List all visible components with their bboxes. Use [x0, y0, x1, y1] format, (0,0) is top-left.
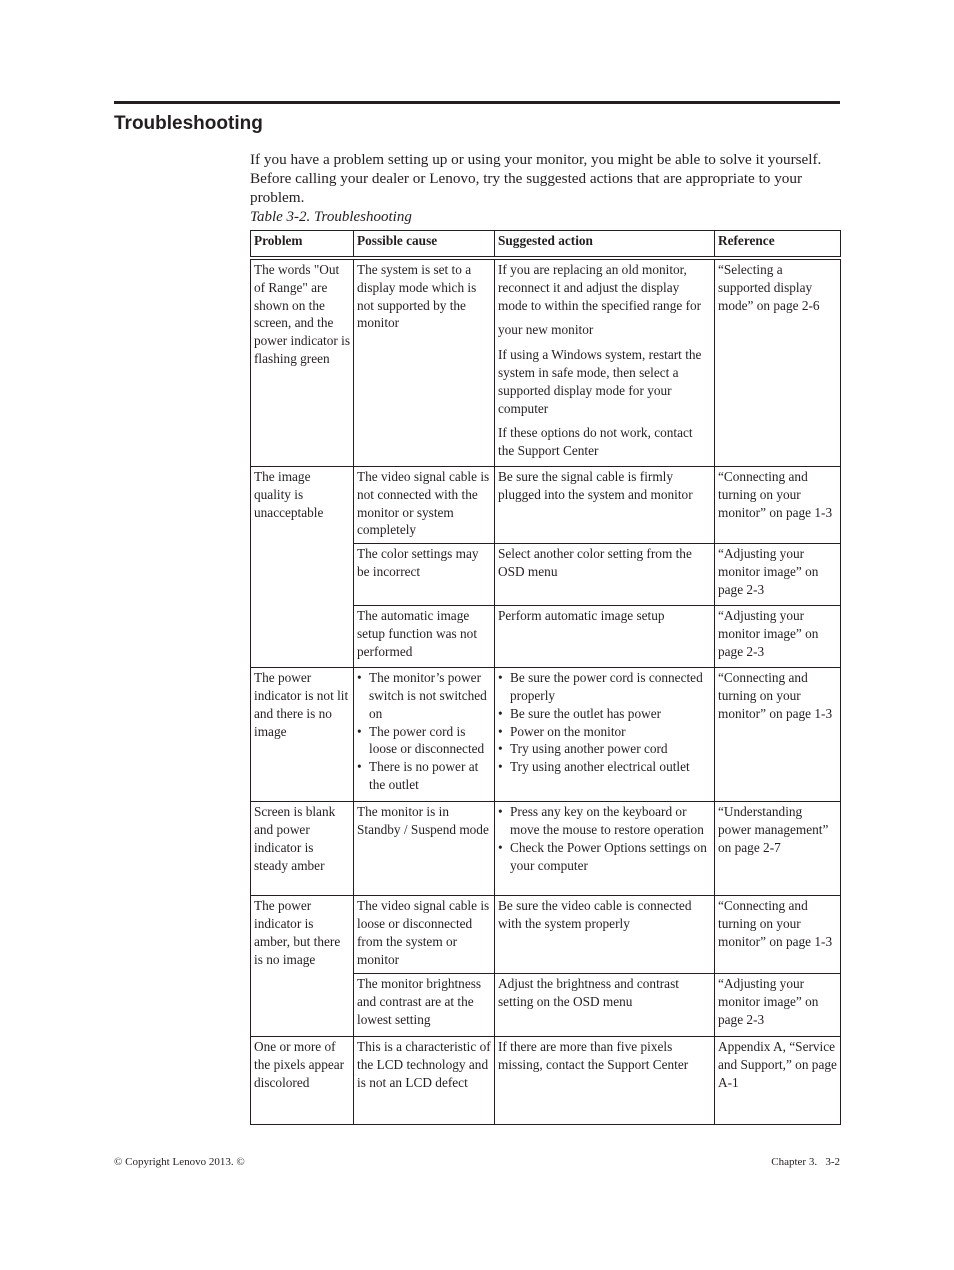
cause-cell-text: The video signal cable is loose or disconnected from the system or monitor — [357, 898, 490, 967]
action-cell-text: Select another color setting from the OSD menu — [498, 546, 692, 579]
reference-cell: “Adjusting your monitor image” on page 2-3 — [715, 606, 841, 668]
header-possible-cause: Possible cause — [354, 231, 495, 257]
table-row — [251, 802, 841, 896]
reference-cell: “Adjusting your monitor image” on page 2-3 — [715, 974, 841, 1037]
action-cell — [495, 260, 715, 467]
intro-paragraph: If you have a problem setting up or using your monitor, you might be able to solve it yourself. Before calling your dealer or Lenovo, try the suggested actions that are appropriate to your problem. — [250, 151, 822, 206]
cause-cell-text: The automatic image setup function was not performed — [357, 608, 478, 659]
bullet-item: • Be sure the power cord is connected properly — [498, 669, 711, 705]
reference-cell: “Connecting and turning on your monitor” on page 1-3 — [715, 668, 841, 802]
troubleshooting-table — [250, 230, 841, 1125]
action-cell-text: If you are replacing an old monitor, reconnect it and adjust the display mode to within the specified range for — [498, 262, 702, 313]
bullet-item: • The power cord is loose or disconnected — [357, 723, 491, 759]
bullet-item: • Be sure the outlet has power — [498, 705, 711, 723]
bullet-item: • Check the Power Options settings on your computer — [498, 839, 711, 875]
action-cell-text: If these options do not work, contact the Support Center — [498, 425, 693, 459]
cause-cell-text: The system is set to a display mode which is not supported by the monitor — [357, 262, 477, 331]
bullet-item: • Power on the monitor — [498, 723, 711, 741]
problem-cell: The image quality is unacceptable — [251, 467, 354, 668]
action-cell — [495, 467, 715, 544]
footer-page-number: Chapter 3. 3-2 — [771, 1156, 840, 1168]
action-cell-text: Be sure the video cable is connected with the system properly — [498, 898, 692, 931]
action-cell-bullet-list — [498, 669, 711, 776]
cause-cell — [354, 896, 495, 974]
reference-cell: Appendix A, “Service and Support,” on page A-1 — [715, 1037, 841, 1125]
bullet-item: • There is no power at the outlet — [357, 758, 491, 794]
header-problem: Problem — [251, 231, 354, 257]
problem-cell: Screen is blank and power indicator is steady amber — [251, 802, 354, 896]
section-rule — [114, 101, 840, 104]
cause-cell-text: The monitor is in Standby / Suspend mode — [357, 804, 489, 837]
cause-cell-bullet-list — [357, 669, 491, 794]
cause-cell-text: The color settings may be incorrect — [357, 546, 479, 579]
problem-cell: One or more of the pixels appear discolored — [251, 1037, 354, 1125]
cause-cell — [354, 802, 495, 896]
reference-cell: “Connecting and turning on your monitor” on page 1-3 — [715, 467, 841, 544]
table-row — [251, 260, 841, 467]
table-caption: Table 3-2. Troubleshooting — [250, 209, 412, 225]
header-suggested-action: Suggested action — [495, 231, 715, 257]
footer-copyright: © Copyright Lenovo 2013. © — [114, 1156, 245, 1168]
reference-cell: “Understanding power management” on page 2-7 — [715, 802, 841, 896]
reference-cell: “Adjusting your monitor image” on page 2-3 — [715, 544, 841, 606]
bullet-item: • Try using another power cord — [498, 740, 711, 758]
action-cell-text: Perform automatic image setup — [498, 608, 665, 624]
cause-cell — [354, 260, 495, 467]
action-cell-text: Adjust the brightness and contrast setting on the OSD menu — [498, 976, 679, 1009]
table-row — [251, 668, 841, 802]
table-row — [251, 1037, 841, 1125]
table-header-row — [251, 231, 841, 257]
cause-cell — [354, 467, 495, 544]
action-cell — [495, 668, 715, 802]
bullet-item: • The monitor’s power switch is not switched on — [357, 669, 491, 722]
cause-cell-text: The monitor brightness and contrast are at the lowest setting — [357, 976, 482, 1027]
table-row — [251, 896, 841, 974]
header-reference: Reference — [715, 231, 841, 257]
action-cell-text: your new monitor — [498, 322, 594, 338]
action-cell-bullet-list — [498, 803, 711, 874]
section-title: Troubleshooting — [114, 113, 263, 134]
cause-cell — [354, 606, 495, 668]
action-cell-text: If using a Windows system, restart the system in safe mode, then select a supported display mode for your computer — [498, 347, 702, 416]
bullet-item: • Try using another electrical outlet — [498, 758, 711, 776]
action-cell-text: Be sure the signal cable is firmly plugged into the system and monitor — [498, 469, 693, 502]
table-row — [251, 467, 841, 544]
action-cell — [495, 606, 715, 668]
action-cell — [495, 974, 715, 1037]
bullet-item: • Press any key on the keyboard or move the mouse to restore operation — [498, 803, 711, 839]
table-body — [251, 260, 841, 1125]
action-cell — [495, 544, 715, 606]
cause-cell-text: This is a characteristic of the LCD technology and is not an LCD defect — [357, 1039, 491, 1090]
cause-cell — [354, 668, 495, 802]
action-cell — [495, 896, 715, 974]
cause-cell — [354, 974, 495, 1037]
cause-cell — [354, 1037, 495, 1125]
problem-cell: The power indicator is not lit and there is no image — [251, 668, 354, 802]
cause-cell-text: The video signal cable is not connected with the monitor or system completely — [357, 469, 490, 538]
problem-cell: The power indicator is amber, but there is no image — [251, 896, 354, 1037]
reference-cell: “Selecting a supported display mode” on page 2-6 — [715, 260, 841, 467]
action-cell-text: If there are more than five pixels missing, contact the Support Center — [498, 1039, 689, 1072]
action-cell — [495, 802, 715, 896]
problem-cell: The words "Out of Range" are shown on the screen, and the power indicator is flashing green — [251, 260, 354, 467]
cause-cell — [354, 544, 495, 606]
action-cell — [495, 1037, 715, 1125]
reference-cell: “Connecting and turning on your monitor” on page 1-3 — [715, 896, 841, 974]
